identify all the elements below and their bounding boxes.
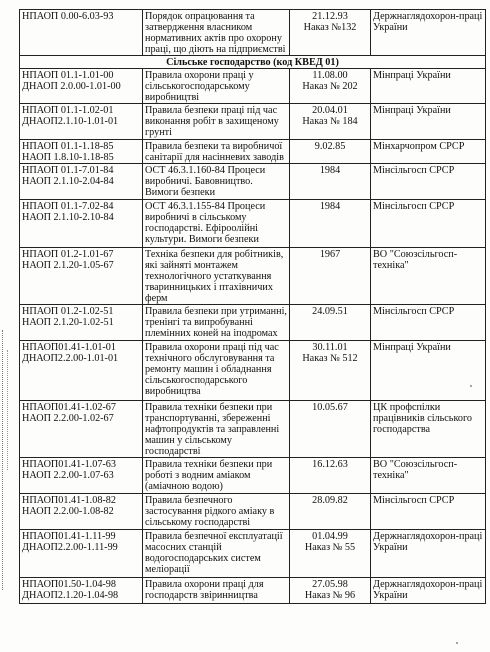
approval-date: 27.05.98 <box>312 579 348 590</box>
document-title: Порядок опрацювання та затвердження власником нормативних актів про охорону праці, що діють на підприємстві <box>143 10 290 56</box>
approving-body: ВО "Союзсільгосп-техніка" <box>371 458 486 494</box>
document-code: ДНАОП2.2.00-1.01-01 <box>22 353 119 364</box>
document-code-cell <box>20 458 143 494</box>
document-code-cell <box>20 341 143 401</box>
approval-date: 1967 <box>319 249 341 260</box>
table-row <box>20 140 486 164</box>
order-number: Наказ № 55 <box>304 542 356 553</box>
approval-date-cell <box>290 458 371 494</box>
table-row <box>20 164 486 200</box>
regulations-table-body <box>20 10 486 604</box>
document-code-cell <box>20 69 143 104</box>
document-code: НАОП 2.2.00-1.07-63 <box>22 470 114 481</box>
approving-body: Мінпраці України <box>371 104 486 140</box>
order-number: Наказ № 96 <box>304 590 356 601</box>
document-code-cell <box>20 140 143 164</box>
regulations-table <box>19 9 486 604</box>
document-code: НПАОП 01.2-1.01-67 <box>22 249 114 260</box>
document-code: НПАОП01.41-1.07-63 <box>22 459 116 470</box>
approval-date-cell <box>290 248 371 305</box>
document-code: НАОП 2.1.10-2.10-84 <box>22 212 114 223</box>
document-code-cell <box>20 10 143 56</box>
document-code: НАОП 2.2.00-1.02-67 <box>22 413 114 424</box>
table-row <box>20 341 486 401</box>
document-code: НПАОП 01.1-7.01-84 <box>22 165 114 176</box>
document-code: НПАОП01.41-1.11-99 <box>22 531 116 542</box>
approving-body: Держнаглядохорон-праці України <box>371 578 486 604</box>
approval-date-cell <box>290 401 371 458</box>
document-code: НПАОП01.41-1.08-82 <box>22 495 116 506</box>
approving-body: Мінсільгосп СРСР <box>371 200 486 248</box>
document-code: НПАОП 01.1-1.02-01 <box>22 105 114 116</box>
approving-body: ЦК профспілки працівників сільського господарства <box>371 401 486 458</box>
document-code: НАОП 2.1.20-1.05-67 <box>22 260 114 271</box>
document-code: НАОП 2.2.00-1.08-82 <box>22 506 114 517</box>
order-number: Наказ № 202 <box>302 81 358 92</box>
document-title: Правила охорони праці для господарств звіринництва <box>143 578 290 604</box>
approval-date: 28.09.82 <box>312 495 348 506</box>
document-code: НПАОП01.41-1.02-67 <box>22 402 116 413</box>
document-code-cell <box>20 494 143 530</box>
approval-date: 16.12.63 <box>312 459 348 470</box>
document-title: Правила безпечної експлуатації масосних станцій водогосподарських систем меліорації <box>143 530 290 578</box>
approving-body: Мінсільгосп СРСР <box>371 305 486 341</box>
approval-date-cell <box>290 341 371 401</box>
approving-body: Мінпраці України <box>371 69 486 104</box>
document-code: ДНАОП2.1.10-1.01-01 <box>22 116 119 127</box>
scan-speck <box>456 642 458 644</box>
document-title: Правила безпеки праці під час виконання робіт в захищеному грунті <box>143 104 290 140</box>
document-code: НАОП 2.1.10-2.04-84 <box>22 176 114 187</box>
approval-date: 10.05.67 <box>312 402 348 413</box>
document-title: ОСТ 46.3.1.155-84 Процеси виробничі в сільському господарстві. Ефіроолійні культури. Вимоги безпеки <box>143 200 290 248</box>
approving-body: Держнаглядохорон-праці України <box>371 10 486 56</box>
document-code-cell <box>20 530 143 578</box>
approval-date: 30.11.01 <box>312 342 348 353</box>
document-title: Правила безпеки та виробничої санітарії для насінневих заводів <box>143 140 290 164</box>
table-row <box>20 401 486 458</box>
approval-date-cell <box>290 200 371 248</box>
document-code: НАОП 2.1.20-1.02-51 <box>22 317 114 328</box>
scan-margin-mark <box>7 350 9 470</box>
document-code: НПАОП 01.2-1.02-51 <box>22 306 114 317</box>
approval-date: 1984 <box>319 201 341 212</box>
approval-date: 9.02.85 <box>314 141 346 152</box>
document-code-cell <box>20 164 143 200</box>
document-code: НПАОП01.41-1.01-01 <box>22 342 116 353</box>
document-code: НПАОП 01.1-1.18-85 <box>22 141 114 152</box>
table-row <box>20 10 486 56</box>
approval-date: 21.12.93 <box>312 11 348 22</box>
table-row <box>20 200 486 248</box>
table-row <box>20 305 486 341</box>
document-code: ДНАОП 2.0.00-1.01-00 <box>22 81 121 92</box>
document-code: НПАОП 01.1-1.01-00 <box>22 70 114 81</box>
document-code-cell <box>20 248 143 305</box>
document-title: Правила охорони праці під час технічного обслуговування та ремонту машин і обладнання сільськогосподарського виробництва <box>143 341 290 401</box>
document-code: НПАОП 01.1-7.02-84 <box>22 201 114 212</box>
document-code-cell <box>20 578 143 604</box>
approval-date-cell <box>290 494 371 530</box>
section-row <box>20 56 486 69</box>
table-row <box>20 458 486 494</box>
approval-date-cell <box>290 10 371 56</box>
approving-body: Держнаглядохорон-праці України <box>371 530 486 578</box>
document-code-cell <box>20 104 143 140</box>
document-title: Техніка безпеки для робітників, які зайняті монтажем технологічного устаткування тваринницьких і птахівничих ферм <box>143 248 290 305</box>
table-row <box>20 104 486 140</box>
approving-body: Мінхарчопром СРСР <box>371 140 486 164</box>
table-row <box>20 578 486 604</box>
approval-date: 01.04.99 <box>312 531 348 542</box>
approval-date: 20.04.01 <box>312 105 348 116</box>
table-row <box>20 530 486 578</box>
approval-date-cell <box>290 69 371 104</box>
order-number: Наказ № 512 <box>302 353 358 364</box>
approval-date-cell <box>290 530 371 578</box>
approval-date: 24.09.51 <box>312 306 348 317</box>
document-code-cell <box>20 305 143 341</box>
document-title: Правила техніки безпеки при роботі з водним аміаком (аміачною водою) <box>143 458 290 494</box>
document-code: НПАОП01.50-1.04-98 <box>22 579 116 590</box>
section-title: Сільське господарство (код КВЕД 01) <box>20 56 486 69</box>
table-row <box>20 248 486 305</box>
document-title: ОСТ 46.3.1.160-84 Процеси виробничі. Бавовництво. Вимоги безпеки <box>143 164 290 200</box>
approval-date-cell <box>290 140 371 164</box>
approving-body: Мінсільгосп СРСР <box>371 164 486 200</box>
approval-date: 1984 <box>319 165 341 176</box>
document-code: ДНАОП2.2.00-1.11-99 <box>22 542 118 553</box>
order-number: Наказ № 184 <box>302 116 358 127</box>
document-code-cell <box>20 200 143 248</box>
approval-date-cell <box>290 578 371 604</box>
approving-body: Мінсільгосп СРСР <box>371 494 486 530</box>
document-title: Правила безпечного застосування рідкого аміаку в сільському господарстві <box>143 494 290 530</box>
document-code: НАОП 1.8.10-1.18-85 <box>22 152 114 163</box>
document-code-cell <box>20 401 143 458</box>
table-row <box>20 69 486 104</box>
approving-body: ВО "Союзсільгосп-техніка" <box>371 248 486 305</box>
approval-date-cell <box>290 104 371 140</box>
approval-date-cell <box>290 305 371 341</box>
document-title: Правила безпеки при утриманні, тренінгі та випробуванні племінних коней на іподромах <box>143 305 290 341</box>
approval-date-cell <box>290 164 371 200</box>
document-code: ДНАОП2.1.20-1.04-98 <box>22 590 119 601</box>
document-code: НПАОП 0.00-6.03-93 <box>22 11 114 22</box>
document-title: Правила охорони праці у сільськогосподарському виробництві <box>143 69 290 104</box>
document-title: Правила техніки безпеки при транспортуванні, збереженні нафтопродуктів та заправленні машин у сільському господарстві <box>143 401 290 458</box>
approval-date: 11.08.00 <box>312 70 348 81</box>
approving-body: Мінпраці України <box>371 341 486 401</box>
order-number: Наказ №132 <box>303 22 357 33</box>
table-row <box>20 494 486 530</box>
